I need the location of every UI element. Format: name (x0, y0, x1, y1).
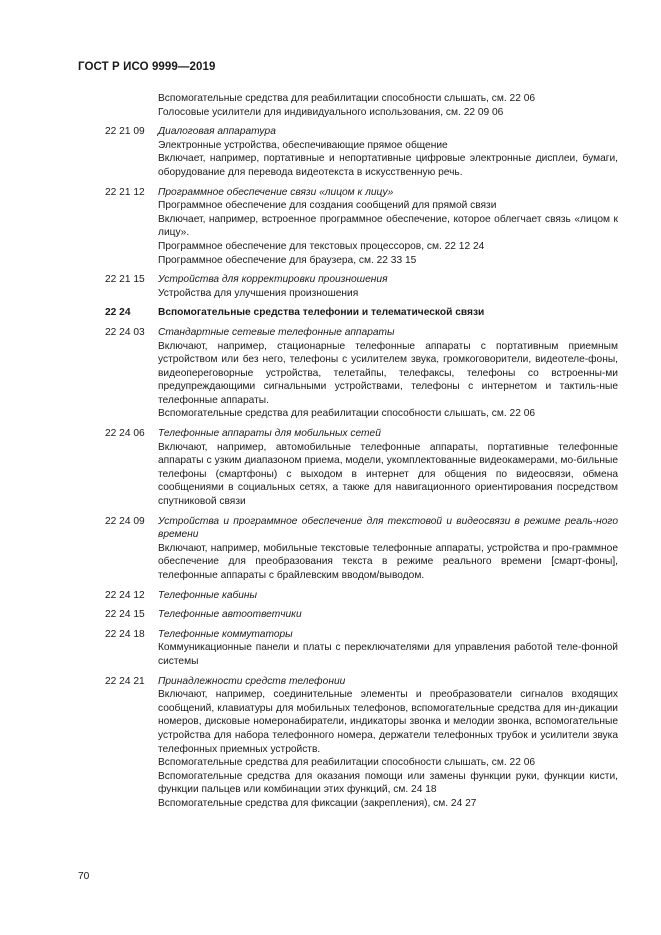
entry-title: Стандартные сетевые телефонные аппараты (158, 326, 395, 338)
entry-paragraph: Включает, например, встроенное программное обеспечение, которое облегчает связь «лицом к лицу». (158, 213, 618, 239)
entry-22-24-21 (78, 675, 618, 811)
entry-22-24-06 (78, 427, 618, 509)
entry-code: 22 24 09 (105, 515, 145, 527)
entry-22-24-15 (78, 608, 618, 622)
entry-title: Устройства для корректировки произношения (158, 274, 388, 286)
entry-title: Принадлежности средств телефонии (158, 675, 346, 687)
entry-code: 22 24 15 (105, 609, 145, 621)
document-header: ГОСТ Р ИСО 9999—2019 (78, 61, 216, 73)
entry-title: Вспомогательные средства телефонии и телематической связи (158, 307, 485, 319)
entry-22-24-18 (78, 628, 618, 669)
reference-line: Программное обеспечение для текстовых процессоров, см. 22 12 24 (158, 240, 485, 252)
entry-code: 22 24 (105, 307, 131, 319)
entry-paragraph: Включает, например, портативные и непортативные цифровые электронные дисплеи, бумаги, оборудование для перевода видеотекста в искусственную речь. (158, 153, 618, 178)
entry-definition: Устройства для улучшения произношения (158, 287, 359, 299)
entry-22-21-09 (78, 125, 618, 179)
entry-22-24-12 (78, 589, 618, 603)
entry-code: 22 24 12 (105, 589, 145, 601)
entry-paragraph: Включают, например, мобильные текстовые телефонные аппараты, устройства и про-граммное обеспечение для преобразования текста в режиме реального времени [смарт-фоны], телефонные аппараты с брайлевским вводом/выводом. (158, 542, 618, 581)
entry-22-24-09 (78, 515, 618, 583)
reference-line: Вспомогательные средства для фиксации (закрепления), см. 24 27 (158, 797, 477, 809)
continuation-block (78, 92, 618, 119)
page-number: 70 (78, 871, 90, 882)
entry-paragraph: Включают, например, автомобильные телефонные аппараты, портативные телефонные аппараты с узким диапазоном приема, модели, укомплектованные видеокамерами, мо-бильные телефоны (смартфоны) с выходом в интернет для общения по видеосвязи, обмена сообщениями в социальных сетях, а также для навигационного ориентирования посредством спутниковой связи (158, 441, 618, 508)
entry-22-24-03 (78, 326, 618, 421)
entry-paragraph: Включают, например, соединительные элементы и преобразователи сигналов входящих сообщений, клавиатуры для мобильных телефонов, вспомогательные средства для ин-дикации номеров, дисковые номеронабиратели, индикаторы звонка и мелодии звонка, вспомогательные устройства для набора телефонного номера, держатели телефонных трубок и усилители звука телефонных приемных устройств. (158, 689, 618, 755)
reference-line: Голосовые усилители для индивидуального использования, см. 22 09 06 (158, 106, 504, 118)
reference-line: Вспомогательные средства для оказания помощи или замены функции руки, функции кисти, функции пальцев или комбинации этих функций, см. 24 18 (158, 770, 618, 796)
entry-22-21-12 (78, 186, 618, 268)
entry-22-24 (78, 306, 618, 320)
entry-definition: Программное обеспечение для создания сообщений для прямой связи (158, 200, 497, 212)
entry-code: 22 24 21 (105, 675, 145, 687)
classification-content (78, 92, 618, 811)
entry-title: Диалоговая аппаратура (158, 126, 276, 138)
entry-code: 22 24 03 (105, 326, 145, 338)
entry-title: Программное обеспечение связи «лицом к лицу» (158, 186, 394, 198)
entry-code: 22 24 18 (105, 628, 145, 640)
entry-code: 22 21 15 (105, 274, 145, 286)
entry-code: 22 21 12 (105, 186, 145, 198)
reference-line: Программное обеспечение для браузера, см. 22 33 15 (158, 254, 417, 266)
entry-title: Телефонные кабины (158, 589, 257, 601)
reference-line: Вспомогательные средства для реабилитации способности слышать, см. 22 06 (158, 93, 536, 104)
entry-paragraph: Включают, например, стационарные телефонные аппараты с портативным приемным устройством или без него, телефоны с усилителем звука, громкоговорители, видеотеле-фоны, видеопереговорные устройства, телетайпы, телефаксы, телефоны со встроенны-ми предупреждающими сигнальными устройствами, телефоны с интернетом и тактиль-ные телефонные аппараты. (158, 340, 618, 406)
entry-code: 22 21 09 (105, 126, 145, 138)
entry-title: Телефонные аппараты для мобильных сетей (158, 428, 381, 440)
entry-definition: Электронные устройства, обеспечивающие прямое общение (158, 139, 448, 151)
entry-code: 22 24 06 (105, 428, 145, 440)
entry-title: Телефонные коммутаторы (158, 628, 293, 640)
entry-paragraph: Коммуникационные панели и платы с переключателями для управления работой теле-фонной системы (158, 642, 618, 667)
reference-line: Вспомогательные средства для реабилитации способности слышать, см. 22 06 (158, 408, 536, 420)
entry-22-21-15 (78, 273, 618, 300)
reference-line: Вспомогательные средства для реабилитации способности слышать, см. 22 06 (158, 757, 536, 769)
entry-title: Устройства и программное обеспечение для текстовой и видеосвязи в режиме реаль-ного времени (158, 515, 618, 541)
entry-title: Телефонные автоответчики (158, 609, 302, 621)
